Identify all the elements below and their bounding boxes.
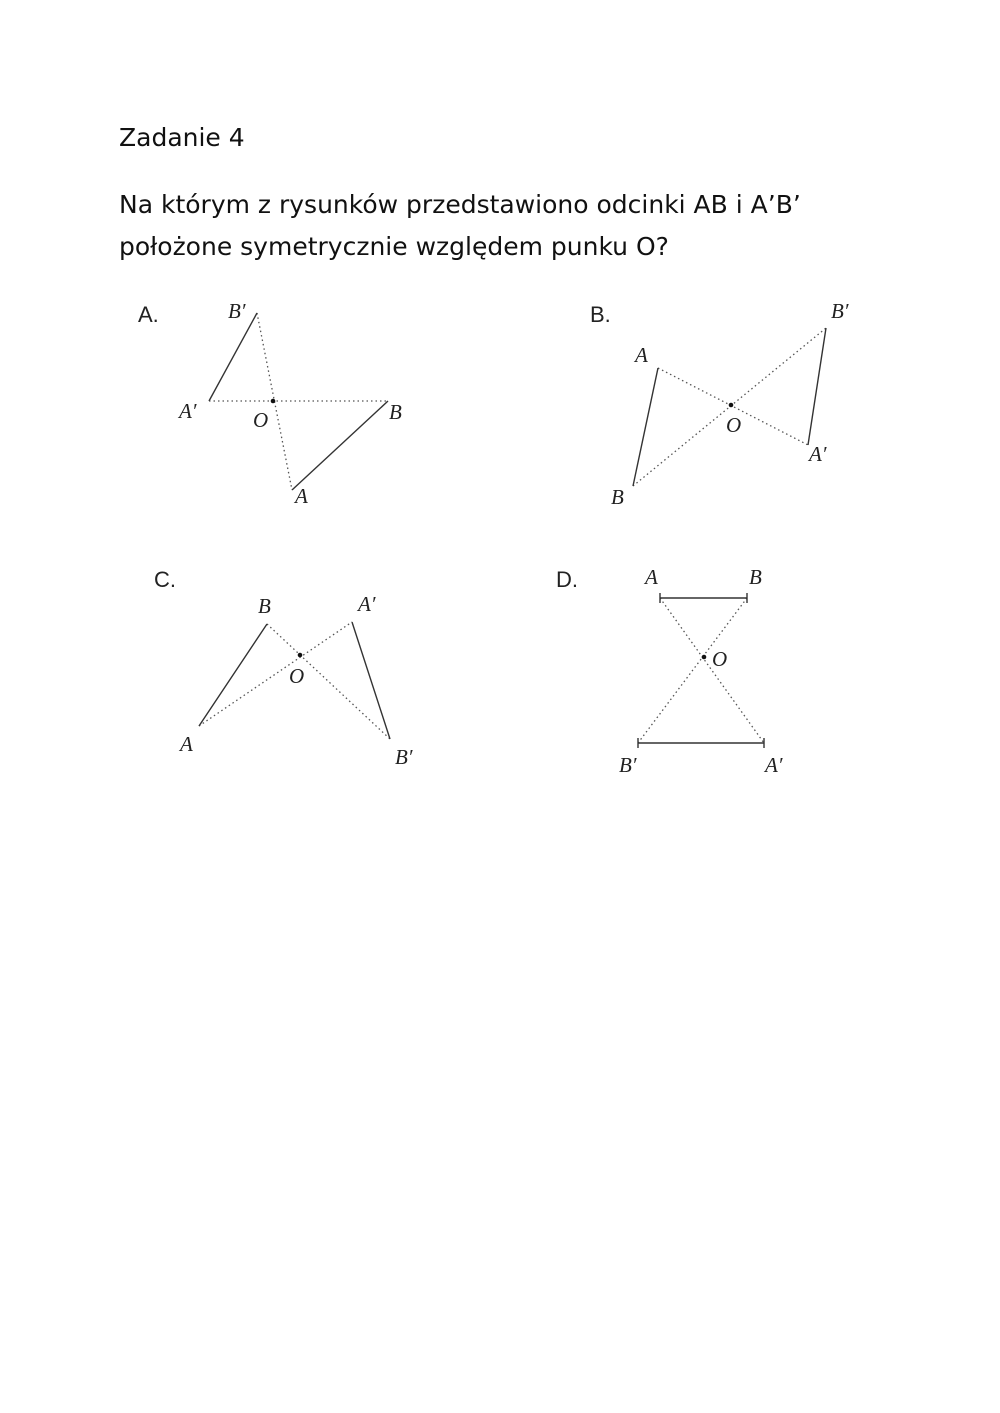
option-d-label-a: A [645, 565, 658, 589]
option-a-label-o: O [253, 408, 269, 432]
option-d-letter: D. [556, 567, 578, 592]
option-a-letter: A. [138, 302, 159, 327]
task-title: Zadanie 4 [119, 123, 245, 152]
option-b-segment-aprime-bprime [808, 328, 826, 445]
option-b-figure [590, 299, 849, 509]
question-line-2: położone symetrycznie względem punku O? [119, 232, 669, 261]
option-c-dotted-a-aprime [199, 622, 352, 726]
option-c-label-bprime: B′ [395, 745, 413, 769]
option-b-label-bprime: B′ [831, 299, 849, 323]
option-c-center-point [298, 653, 303, 658]
option-d-label-aprime: A′ [765, 753, 783, 777]
option-a-label-a: A [295, 484, 308, 508]
question-line-1: Na którym z rysunków przedstawiono odcinki AB i A’B’ [119, 190, 801, 219]
option-a-label-aprime: A′ [179, 399, 197, 423]
option-a-label-bprime: B′ [228, 299, 246, 323]
option-c-letter: C. [154, 567, 176, 592]
option-a-center-point [271, 399, 276, 404]
option-b-label-b: B [611, 485, 624, 509]
option-b-center-point [729, 403, 734, 408]
option-d-label-b: B [749, 565, 762, 589]
option-a-label-b: B [389, 400, 402, 424]
option-d-center-point [702, 655, 707, 660]
option-c-segment-ab [199, 624, 267, 726]
option-d-figure [556, 565, 783, 777]
option-b-dotted-b-bprime [633, 328, 826, 486]
option-c-label-aprime: A′ [358, 592, 376, 616]
option-d-label-bprime: B′ [619, 753, 637, 777]
option-a-figure [138, 299, 402, 508]
option-b-label-o: O [726, 413, 742, 437]
option-c-label-b: B [258, 594, 271, 618]
option-a-segment-aprime-bprime [209, 313, 257, 401]
option-d-dotted-b-bprime [638, 598, 747, 743]
option-c-segment-aprime-bprime [352, 622, 390, 739]
option-c-label-o: O [289, 664, 305, 688]
option-b-label-aprime: A′ [809, 442, 827, 466]
option-c-label-a: A [180, 732, 193, 756]
option-c-figure [154, 567, 413, 769]
option-b-letter: B. [590, 302, 611, 327]
option-a-segment-ab [292, 401, 388, 490]
option-b-label-a: A [635, 343, 648, 367]
option-d-label-o: O [712, 647, 728, 671]
